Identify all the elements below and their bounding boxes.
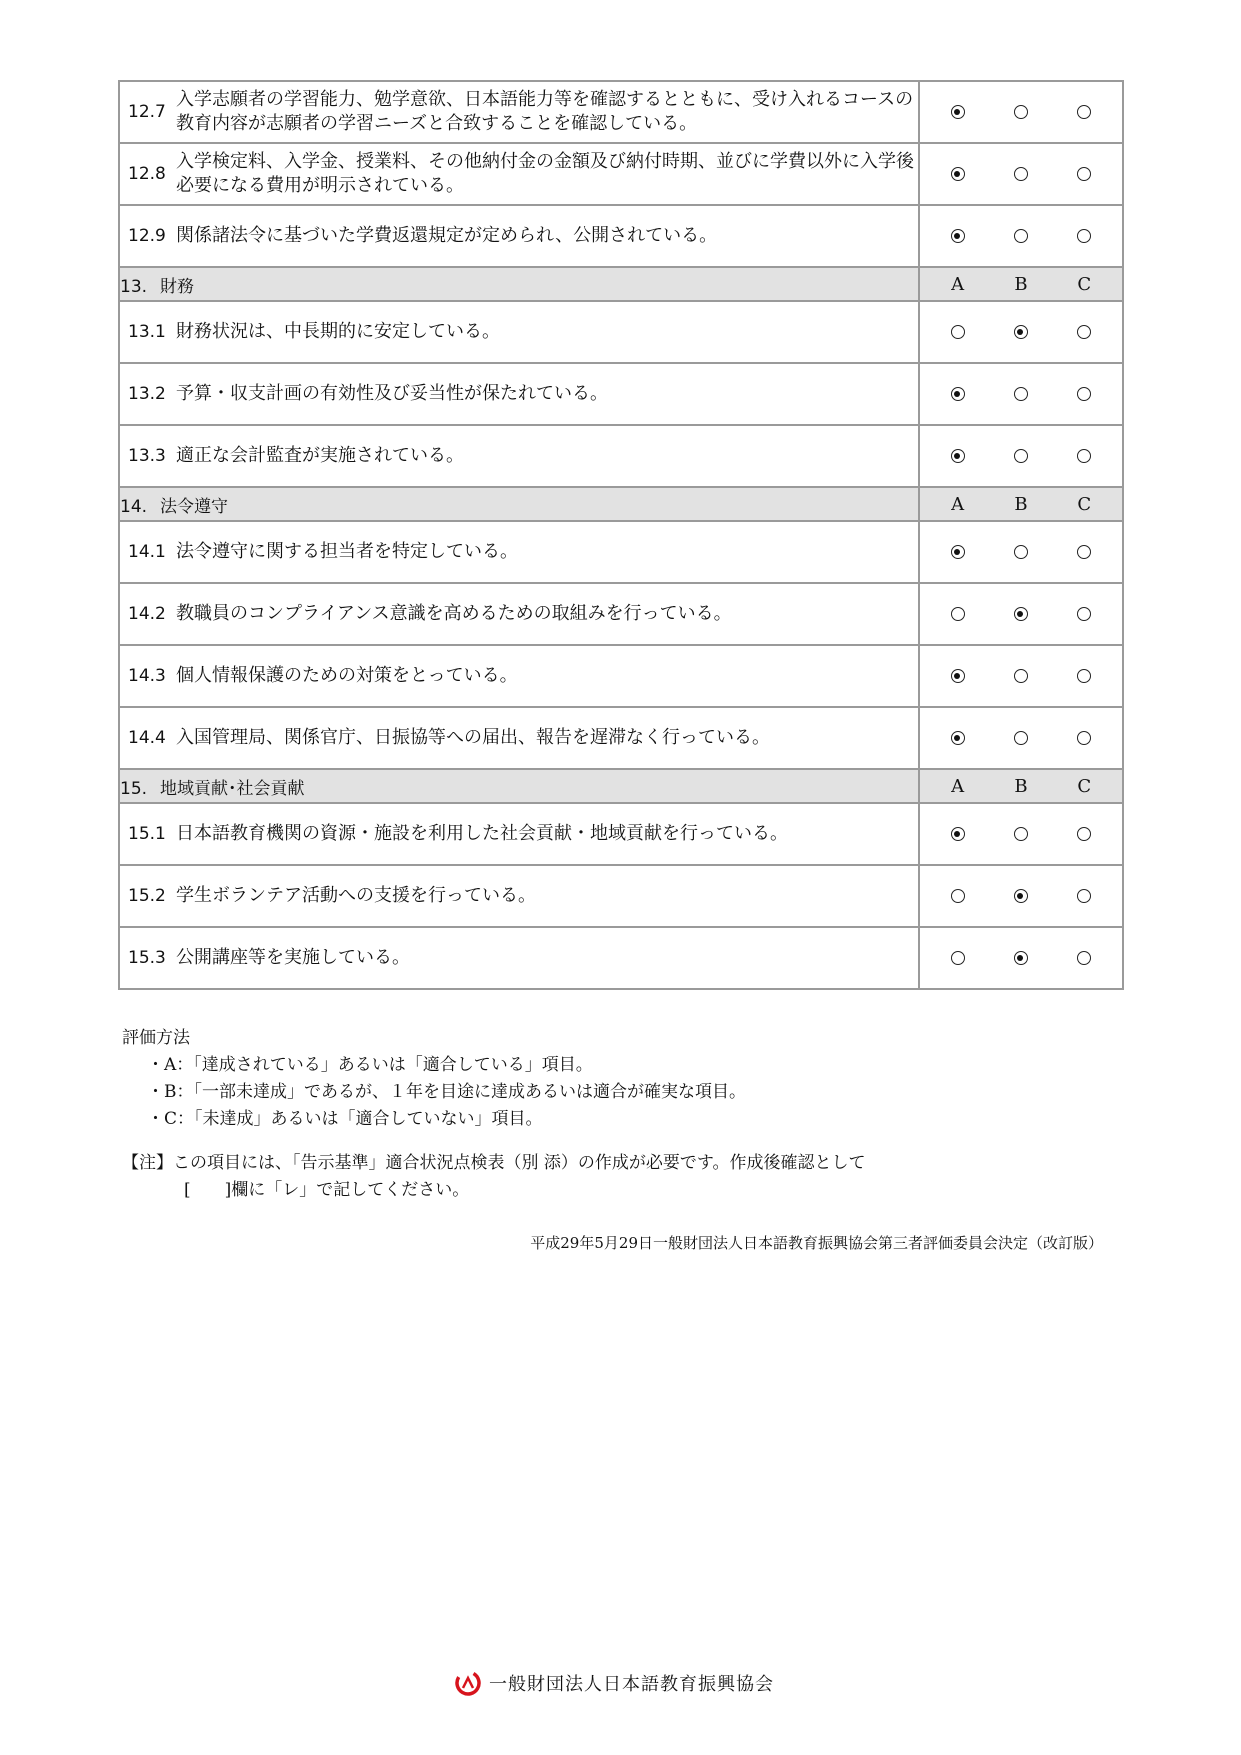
item-text: 教職員のコンプライアンス意識を高めるための取組みを行っている。	[176, 603, 732, 624]
section-number: 15.	[120, 778, 148, 799]
note-line-1: 【注】この項目には、「告示基準」適合状況点検表（別 添）の作成が必要です。作成後確認として	[122, 1153, 866, 1173]
item-description-cell	[119, 803, 919, 865]
radio-b[interactable]	[1014, 167, 1028, 181]
item-text: 関係諸法令に基づいた学費返還規定が定められ、公開されている。	[176, 225, 718, 246]
radio-a[interactable]	[951, 325, 965, 339]
radio-a[interactable]	[951, 669, 965, 683]
item-row	[119, 143, 1123, 205]
item-row	[119, 803, 1123, 865]
rating-cell	[919, 803, 1123, 865]
item-text: 予算・収支計画の有効性及び妥当性が保たれている。	[176, 383, 608, 404]
rating-cell	[919, 521, 1123, 583]
radio-b[interactable]	[1014, 607, 1028, 621]
footer	[455, 1670, 774, 1696]
item-row	[119, 707, 1123, 769]
radio-b[interactable]	[1014, 545, 1028, 559]
option-header-c: C	[1077, 493, 1092, 515]
section-title: 法令遵守	[160, 496, 228, 517]
radio-b[interactable]	[1014, 105, 1028, 119]
radio-b[interactable]	[1014, 229, 1028, 243]
option-header-b: B	[1014, 273, 1028, 295]
item-text: 入国管理局、関係官庁、日振協等への届出、報告を遅滞なく行っている。	[176, 727, 770, 748]
option-header-cell	[919, 487, 1123, 521]
section-header-row	[119, 769, 1123, 803]
item-description-cell	[119, 425, 919, 487]
rating-cell	[919, 583, 1123, 645]
radio-a[interactable]	[951, 229, 965, 243]
item-number: 12.7	[128, 102, 166, 122]
item-row	[119, 81, 1123, 143]
note	[122, 1150, 866, 1204]
item-text: 日本語教育機関の資源・施設を利用した社会貢献・地域貢献を行っている。	[176, 823, 788, 844]
radio-a[interactable]	[951, 827, 965, 841]
item-number: 15.3	[128, 948, 166, 968]
item-number: 13.3	[128, 446, 166, 466]
item-number: 13.2	[128, 384, 166, 404]
note-line-2: [ ]欄に「レ」で記してください。	[184, 1180, 470, 1200]
rating-cell	[919, 143, 1123, 205]
radio-c[interactable]	[1077, 325, 1091, 339]
radio-c[interactable]	[1077, 105, 1091, 119]
radio-a[interactable]	[951, 167, 965, 181]
item-description-cell	[119, 363, 919, 425]
radio-b[interactable]	[1014, 449, 1028, 463]
nisshinkyo-logo-icon	[455, 1670, 481, 1696]
option-header-a: A	[951, 775, 965, 797]
option-header-a: A	[951, 273, 965, 295]
rating-cell	[919, 707, 1123, 769]
radio-b[interactable]	[1014, 669, 1028, 683]
rating-cell	[919, 425, 1123, 487]
radio-a[interactable]	[951, 951, 965, 965]
item-text: 財務状況は、中長期的に安定している。	[176, 321, 500, 342]
item-text: 学生ボランテア活動への支援を行っている。	[176, 885, 536, 906]
item-description-cell	[119, 81, 919, 143]
radio-b[interactable]	[1014, 731, 1028, 745]
radio-b[interactable]	[1014, 387, 1028, 401]
option-header-c: C	[1077, 775, 1092, 797]
item-row	[119, 927, 1123, 989]
item-description-cell	[119, 143, 919, 205]
evaluation-table	[118, 80, 1124, 990]
radio-a[interactable]	[951, 607, 965, 621]
item-number: 14.3	[128, 666, 166, 686]
radio-c[interactable]	[1077, 889, 1091, 903]
item-text: 法令遵守に関する担当者を特定している。	[176, 541, 518, 562]
item-description-cell	[119, 205, 919, 267]
radio-b[interactable]	[1014, 889, 1028, 903]
section-title: 財務	[160, 276, 194, 297]
item-number: 14.4	[128, 728, 166, 748]
radio-b[interactable]	[1014, 325, 1028, 339]
item-number: 12.9	[128, 226, 166, 246]
radio-c[interactable]	[1077, 669, 1091, 683]
item-row	[119, 645, 1123, 707]
item-row	[119, 583, 1123, 645]
section-title-cell	[119, 267, 919, 301]
option-header-cell	[919, 267, 1123, 301]
evaluation-method-title: 評価方法	[122, 1028, 190, 1048]
item-number: 14.2	[128, 604, 166, 624]
section-header-row	[119, 487, 1123, 521]
radio-b[interactable]	[1014, 827, 1028, 841]
evaluation-method-line-a: ・A：「達成されている」あるいは「適合している」項目。	[147, 1055, 593, 1075]
item-row	[119, 865, 1123, 927]
item-number: 13.1	[128, 322, 166, 342]
radio-c[interactable]	[1077, 229, 1091, 243]
item-text: 公開講座等を実施している。	[176, 947, 410, 968]
radio-c[interactable]	[1077, 607, 1091, 621]
item-text: 適正な会計監査が実施されている。	[176, 445, 464, 466]
decision-text: 平成29年5月29日一般財団法人日本語教育振興協会第三者評価委員会決定（改訂版）	[530, 1234, 1103, 1252]
rating-cell	[919, 205, 1123, 267]
radio-a[interactable]	[951, 545, 965, 559]
radio-c[interactable]	[1077, 449, 1091, 463]
section-header-row	[119, 267, 1123, 301]
radio-a[interactable]	[951, 731, 965, 745]
item-description-cell	[119, 865, 919, 927]
item-text: 入学志願者の学習能力、勉学意欲、日本語能力等を確認するとともに、受け入れるコースの教育内容が志願者の学習ニーズと合致することを確認している。	[176, 89, 914, 134]
item-description-cell	[119, 301, 919, 363]
item-row	[119, 521, 1123, 583]
radio-a[interactable]	[951, 889, 965, 903]
item-description-cell	[119, 521, 919, 583]
item-description-cell	[119, 583, 919, 645]
evaluation-table-body	[119, 81, 1123, 989]
footer-org-name: 一般財団法人日本語教育振興協会	[489, 1674, 774, 1695]
item-number: 15.1	[128, 824, 166, 844]
rating-cell	[919, 363, 1123, 425]
item-description-cell	[119, 645, 919, 707]
section-title: 地域貢献･社会貢献	[160, 778, 305, 799]
radio-b[interactable]	[1014, 951, 1028, 965]
rating-cell	[919, 301, 1123, 363]
evaluation-method	[122, 1025, 746, 1133]
radio-c[interactable]	[1077, 731, 1091, 745]
radio-c[interactable]	[1077, 951, 1091, 965]
item-row	[119, 363, 1123, 425]
section-title-cell	[119, 769, 919, 803]
section-number: 14.	[120, 496, 148, 517]
section-title-cell	[119, 487, 919, 521]
evaluation-method-line-c: ・C：「未達成」あるいは「適合していない」項目。	[147, 1109, 543, 1129]
item-description-cell	[119, 707, 919, 769]
radio-c[interactable]	[1077, 545, 1091, 559]
item-text: 入学検定料、入学金、授業料、その他納付金の金額及び納付時期、並びに学費以外に入学後必要になる費用が明示されている。	[176, 151, 914, 196]
radio-a[interactable]	[951, 449, 965, 463]
radio-c[interactable]	[1077, 827, 1091, 841]
option-header-b: B	[1014, 493, 1028, 515]
item-description-cell	[119, 927, 919, 989]
radio-c[interactable]	[1077, 167, 1091, 181]
item-number: 14.1	[128, 542, 166, 562]
item-row	[119, 301, 1123, 363]
option-header-b: B	[1014, 775, 1028, 797]
section-number: 13.	[120, 276, 148, 297]
rating-cell	[919, 81, 1123, 143]
radio-a[interactable]	[951, 387, 965, 401]
radio-a[interactable]	[951, 105, 965, 119]
option-header-a: A	[951, 493, 965, 515]
item-row	[119, 425, 1123, 487]
option-header-c: C	[1077, 273, 1092, 295]
rating-cell	[919, 927, 1123, 989]
item-number: 15.2	[128, 886, 166, 906]
radio-c[interactable]	[1077, 387, 1091, 401]
option-header-cell	[919, 769, 1123, 803]
item-row	[119, 205, 1123, 267]
rating-cell	[919, 865, 1123, 927]
item-number: 12.8	[128, 164, 166, 184]
evaluation-method-line-b: ・B：「一部未達成」であるが、１年を目途に達成あるいは適合が確実な項目。	[147, 1082, 746, 1102]
rating-cell	[919, 645, 1123, 707]
item-text: 個人情報保護のための対策をとっている。	[176, 665, 518, 686]
